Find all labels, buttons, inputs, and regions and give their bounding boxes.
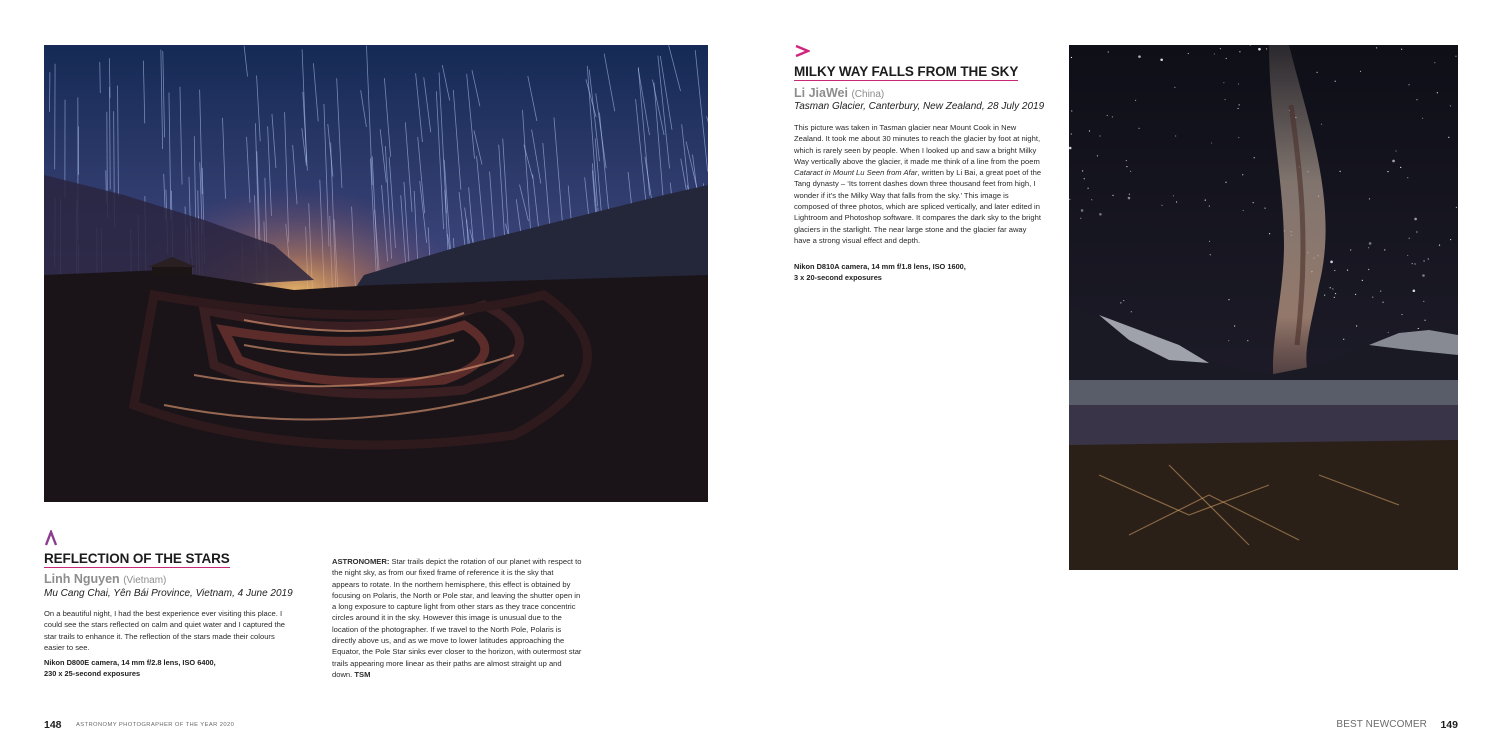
left-specs-line2: 230 x 25-second exposures: [44, 668, 141, 678]
right-entry-title: MILKY WAY FALLS FROM THE SKY: [794, 64, 1019, 79]
star-trails-image: [44, 45, 708, 502]
page-number-right: 149: [1440, 719, 1458, 731]
right-description-part2: , written by Li Bai, a great poet of the Tang dynasty – ‘Its torrent dashes down three thousand feet from high, I wonder if it’s the Milky Way that falls from the sky.’ This image is composed of three photos, which are spliced vertically, and later edited in Lightroom and Photoshop software. It compares the dark sky to the bright glaciers in the starlight. The near large stone and the glacier far away have a strong visual effect and depth.: [794, 168, 1042, 245]
left-entry-title: REFLECTION OF THE STARS: [44, 551, 230, 566]
astronomer-text: Star trails depict the rotation of our planet with respect to the night sky, as from our fixed frame of reference it is the sky that appears to rotate. In the northern hemisphere, this effect is obtained by focusing on Polaris, the North or Pole star, and leaving the shutter open in a long exposure to capture light from other stars as they trace concentric circles around it in the sky. However this image is unusual due to the location of the photographer. If we travel to the North Pole, Polaris is directly above us, and as we move to lower latitudes approaching the Equator, the Pole Star sinks ever closer to the horizon, with outermost star trails appearing more linear as their paths are almost straight up and down.: [332, 557, 582, 679]
milky-way-image: [1069, 45, 1458, 570]
right-description: [794, 122, 1042, 246]
section-title: BEST NEWCOMER: [1336, 719, 1427, 730]
right-camera-specs: [794, 262, 1044, 283]
left-specs-line1: Nikon D800E camera, 14 mm f/2.8 lens, ISO 6400,: [44, 658, 216, 667]
astronomer-label: ASTRONOMER:: [332, 557, 390, 566]
astronomer-commentary: [332, 556, 582, 680]
left-photographer: [44, 572, 166, 586]
left-photographer-name: Linh Nguyen: [44, 572, 120, 586]
astronomer-signature: TSM: [354, 669, 371, 679]
right-photographer-country: (China): [851, 89, 885, 100]
left-camera-specs: [44, 658, 294, 679]
right-photographer-name: Li JiaWei: [794, 86, 848, 100]
page-number-left: 148: [44, 719, 62, 731]
star-trails-photo: [44, 45, 708, 502]
left-photographer-country: (Vietnam): [123, 575, 167, 586]
right-arrow-icon: [794, 44, 810, 58]
right-specs-line2: 3 x 20-second exposures: [794, 272, 882, 282]
right-specs-line1: Nikon D810A camera, 14 mm f/1.8 lens, ISO 1600,: [794, 262, 966, 271]
book-title: ASTRONOMY PHOTOGRAPHER OF THE YEAR 2020: [76, 722, 235, 728]
right-description-part1: This picture was taken in Tasman glacier near Mount Cook in New Zealand. It took me about 30 minutes to reach the glacier by foot at night, which is rarely seen by people. When I looked up and saw a bright Milky Way vertically above the glacier, it made me think of a line from the poem: [794, 123, 1041, 166]
right-location: Tasman Glacier, Canterbury, New Zealand, 28 July 2019: [794, 101, 1045, 112]
up-arrow-icon: [44, 530, 58, 546]
milky-way-photo: [1069, 45, 1458, 570]
right-photographer: [794, 86, 884, 100]
poem-title: Cataract in Mount Lu Seen from Afar: [794, 168, 918, 178]
left-location: Mu Cang Chai, Yên Bái Province, Vietnam, 4 June 2019: [44, 588, 293, 599]
left-description: On a beautiful night, I had the best experience ever visiting this place. I could see the stars reflected on calm and quiet water and I captured the star trails to enhance it. The reflection of the stars made their colours easier to see.: [44, 609, 286, 652]
